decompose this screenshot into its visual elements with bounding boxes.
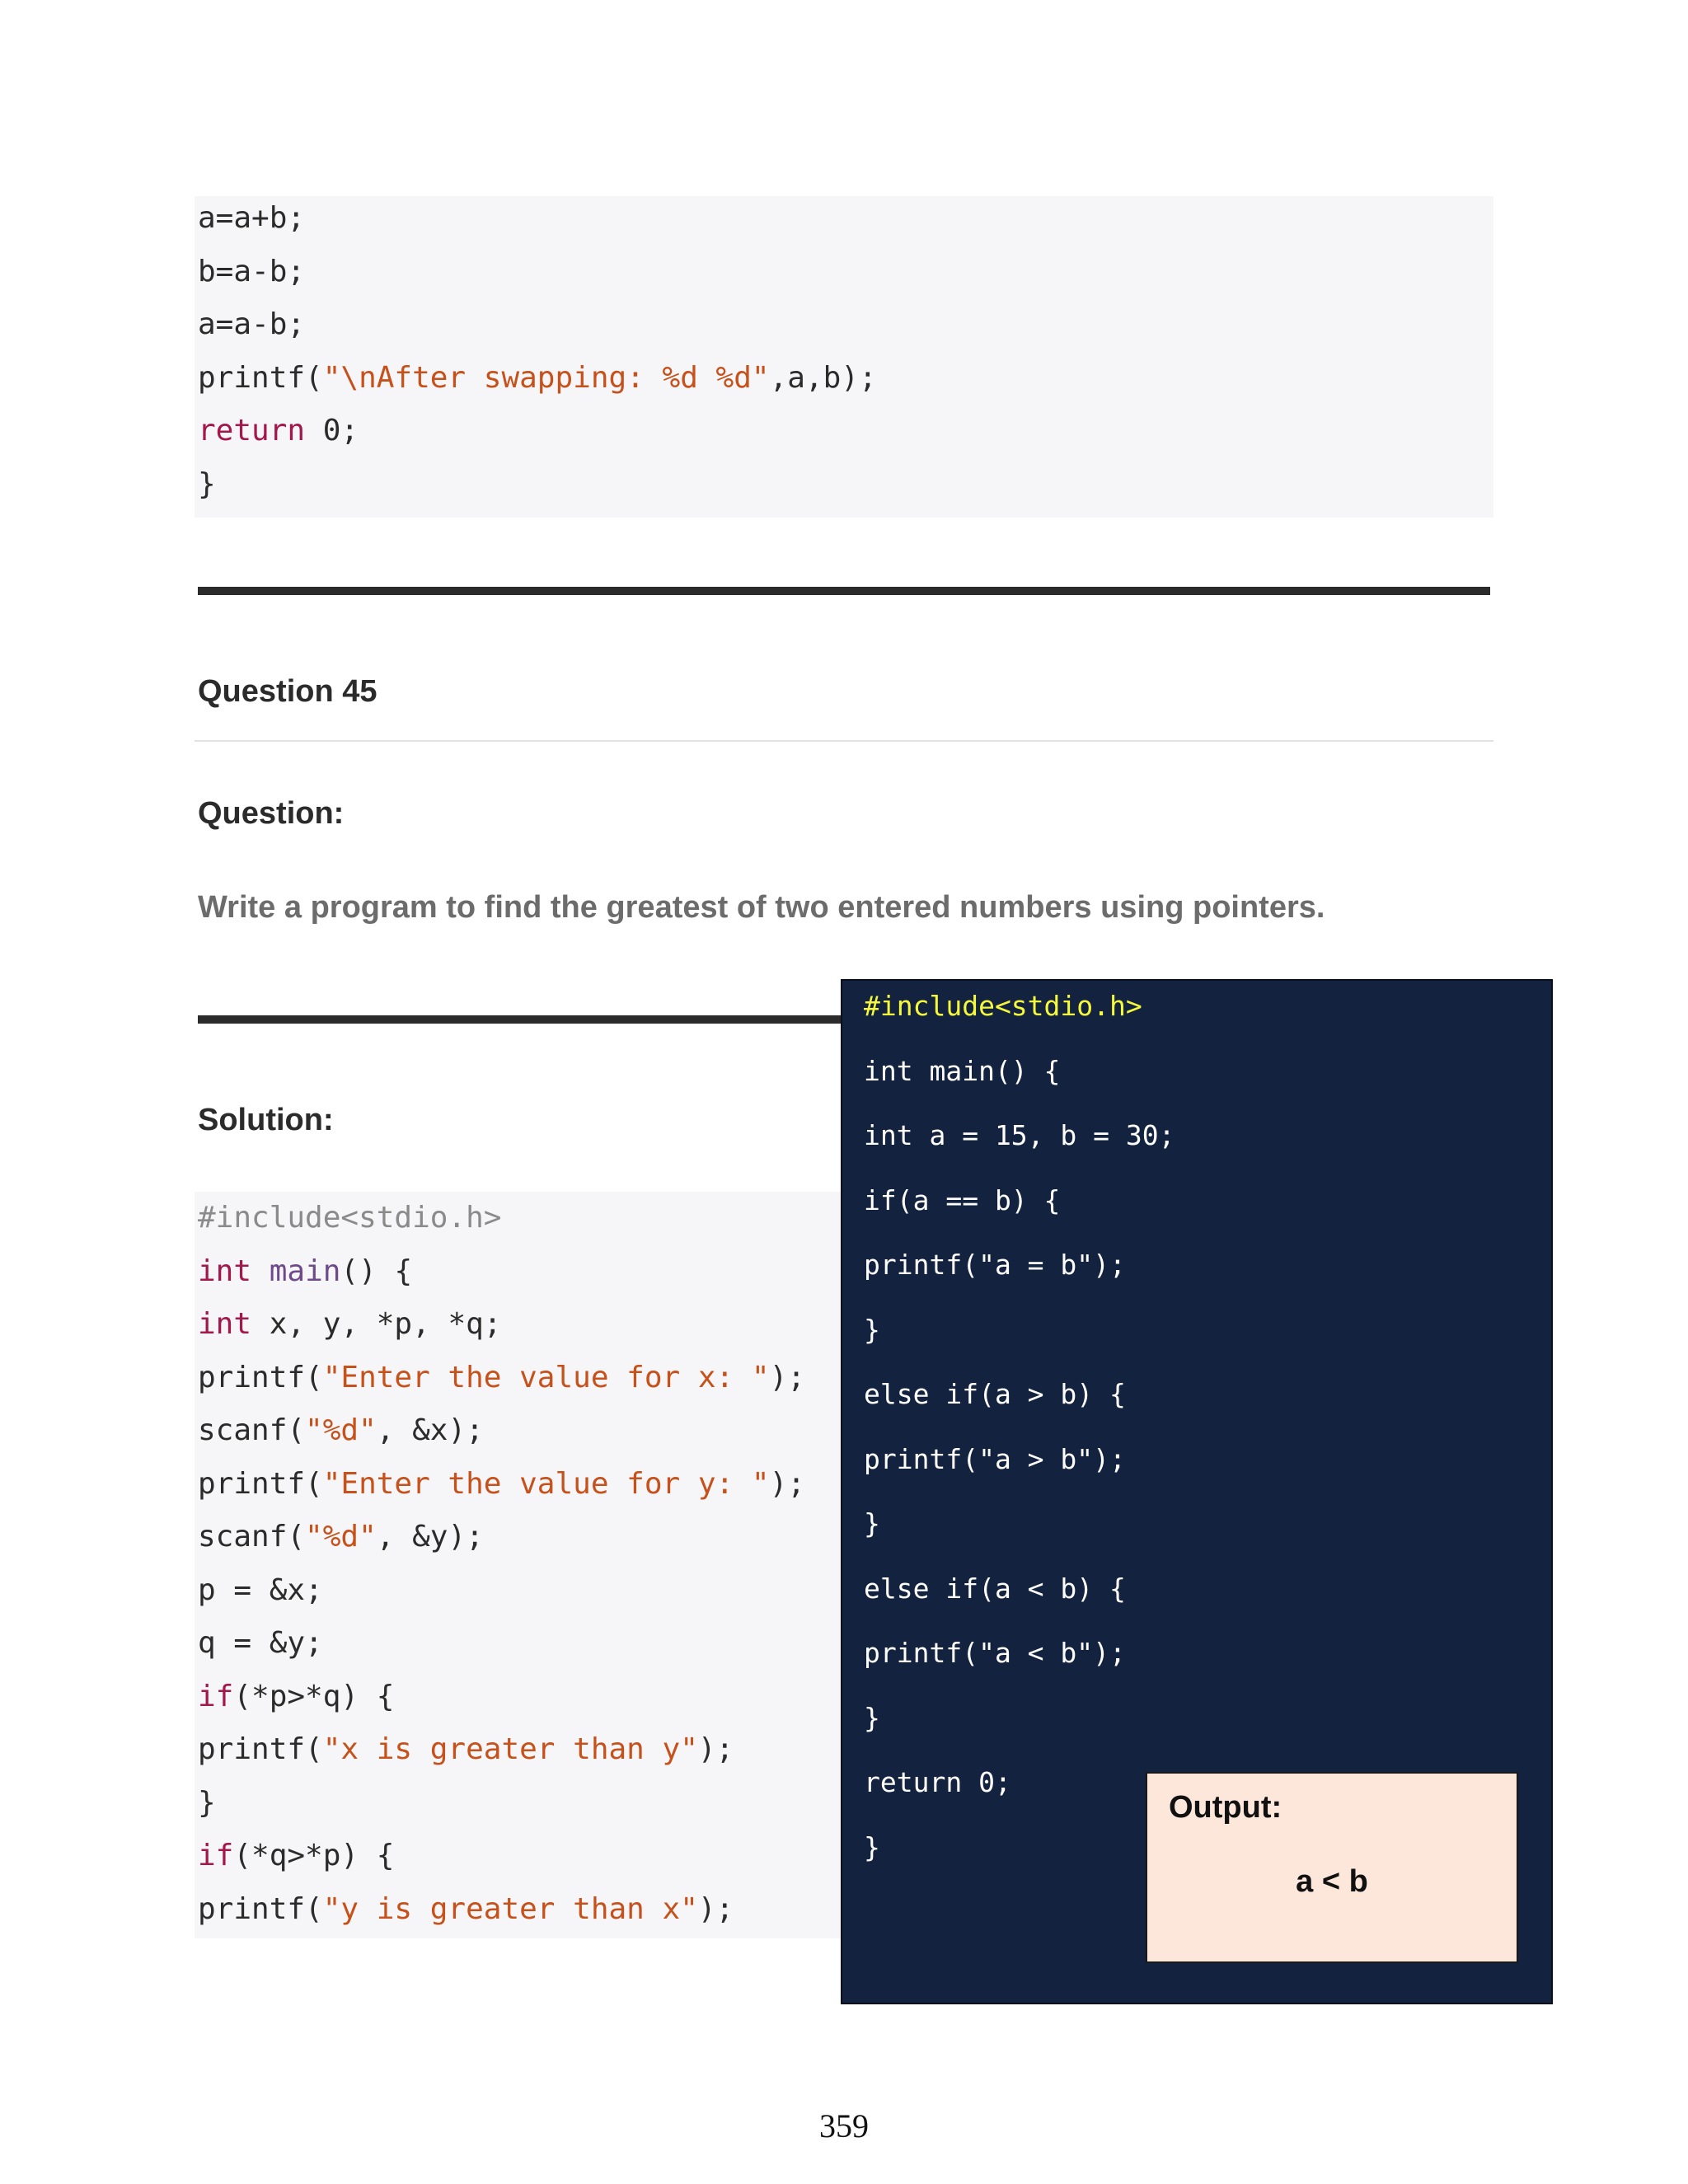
code-token: } bbox=[198, 1785, 216, 1820]
dark-code-line: #include<stdio.h> bbox=[864, 990, 1142, 1022]
code-line bbox=[198, 1511, 484, 1563]
code-token: "\nAfter swapping: %d %d" bbox=[322, 360, 770, 395]
question-label: Question: bbox=[198, 796, 345, 831]
output-value: a < b bbox=[1296, 1864, 1368, 1899]
code-line bbox=[198, 1830, 394, 1882]
dark-code-line: if(a == b) { bbox=[864, 1183, 1061, 1216]
code-token: ); bbox=[697, 1891, 734, 1926]
code-token: () { bbox=[340, 1254, 413, 1288]
code-token: main bbox=[269, 1254, 341, 1288]
code-token: (*p>*q) { bbox=[233, 1679, 395, 1713]
solution-label: Solution: bbox=[198, 1103, 334, 1137]
dark-code-line: return 0; bbox=[864, 1766, 1011, 1798]
code-token: "Enter the value for y: " bbox=[322, 1466, 770, 1501]
code-token: "x is greater than y" bbox=[322, 1732, 698, 1766]
code-token: q = &y; bbox=[198, 1626, 323, 1660]
dark-code-line: } bbox=[864, 1830, 880, 1863]
code-line bbox=[198, 1404, 484, 1457]
code-token: a=a+b; bbox=[198, 201, 306, 235]
solution-code-block bbox=[195, 1192, 854, 1938]
dark-code-line: int main() { bbox=[864, 1054, 1061, 1087]
output-box bbox=[1146, 1772, 1518, 1963]
code-token: int bbox=[198, 1254, 252, 1288]
code-line bbox=[198, 1671, 394, 1723]
code-line bbox=[198, 1723, 734, 1776]
code-line bbox=[198, 1883, 734, 1936]
code-token: "%d" bbox=[305, 1520, 377, 1554]
dark-code-line: printf("a = b"); bbox=[864, 1249, 1126, 1281]
code-token: , &x); bbox=[376, 1413, 484, 1447]
code-token: , &y); bbox=[376, 1520, 484, 1554]
code-token: x, y, *p, *q; bbox=[251, 1307, 502, 1341]
solution-divider bbox=[198, 1015, 857, 1024]
code-token: printf( bbox=[198, 1360, 323, 1394]
code-token: } bbox=[198, 467, 216, 501]
code-line bbox=[198, 405, 359, 457]
code-line bbox=[198, 192, 305, 245]
code-token: ,a,b); bbox=[769, 360, 877, 395]
code-token: printf( bbox=[198, 1891, 323, 1926]
dark-code-line: printf("a > b"); bbox=[864, 1442, 1126, 1475]
page-number: 359 bbox=[819, 2107, 869, 2144]
code-token: b=a-b; bbox=[198, 254, 306, 288]
code-token: "y is greater than x" bbox=[322, 1891, 698, 1926]
code-line bbox=[198, 1458, 805, 1511]
code-token: int bbox=[198, 1307, 252, 1341]
dark-code-line: } bbox=[864, 1507, 880, 1540]
code-line bbox=[198, 246, 305, 298]
code-token: (*q>*p) { bbox=[233, 1839, 395, 1872]
code-token: ); bbox=[769, 1360, 805, 1394]
code-token: #include<stdio.h> bbox=[198, 1201, 502, 1235]
code-token: scanf( bbox=[198, 1520, 306, 1554]
dark-code-line: else if(a > b) { bbox=[864, 1378, 1126, 1410]
code-line bbox=[198, 352, 877, 405]
code-line bbox=[198, 1352, 805, 1404]
code-token: ); bbox=[769, 1466, 805, 1501]
code-token: ); bbox=[697, 1732, 734, 1766]
code-line bbox=[198, 298, 305, 351]
question-heading: Question 45 bbox=[198, 674, 377, 709]
code-token: printf( bbox=[198, 360, 323, 395]
dark-code-line: else if(a < b) { bbox=[864, 1572, 1126, 1605]
code-token: scanf( bbox=[198, 1413, 306, 1447]
section-divider bbox=[198, 587, 1490, 595]
code-token: printf( bbox=[198, 1466, 323, 1501]
code-line bbox=[198, 1777, 216, 1830]
code-token: if bbox=[198, 1839, 234, 1872]
code-line bbox=[198, 1617, 323, 1670]
output-label: Output: bbox=[1169, 1790, 1282, 1825]
code-token: 0; bbox=[305, 414, 359, 448]
dark-code-line: printf("a < b"); bbox=[864, 1637, 1126, 1669]
heading-underline bbox=[195, 740, 1493, 742]
code-token: "%d" bbox=[305, 1413, 377, 1447]
code-line bbox=[198, 1298, 501, 1351]
code-token: printf( bbox=[198, 1732, 323, 1766]
dark-code-line: int a = 15, b = 30; bbox=[864, 1119, 1175, 1151]
code-token: p = &x; bbox=[198, 1572, 323, 1607]
dark-code-line: } bbox=[864, 1701, 880, 1734]
code-token: "Enter the value for x: " bbox=[322, 1360, 770, 1394]
code-token bbox=[251, 1254, 270, 1288]
code-line bbox=[198, 1245, 412, 1298]
dark-code-line: } bbox=[864, 1313, 880, 1346]
code-line bbox=[198, 458, 216, 511]
code-token: if bbox=[198, 1679, 234, 1713]
code-token: a=a-b; bbox=[198, 307, 306, 342]
code-line bbox=[198, 1564, 323, 1617]
question-text: Write a program to find the greatest of two entered numbers using pointers. bbox=[198, 890, 1325, 925]
code-line bbox=[198, 1192, 501, 1244]
top-code-block bbox=[195, 196, 1493, 518]
code-token: return bbox=[198, 414, 306, 448]
